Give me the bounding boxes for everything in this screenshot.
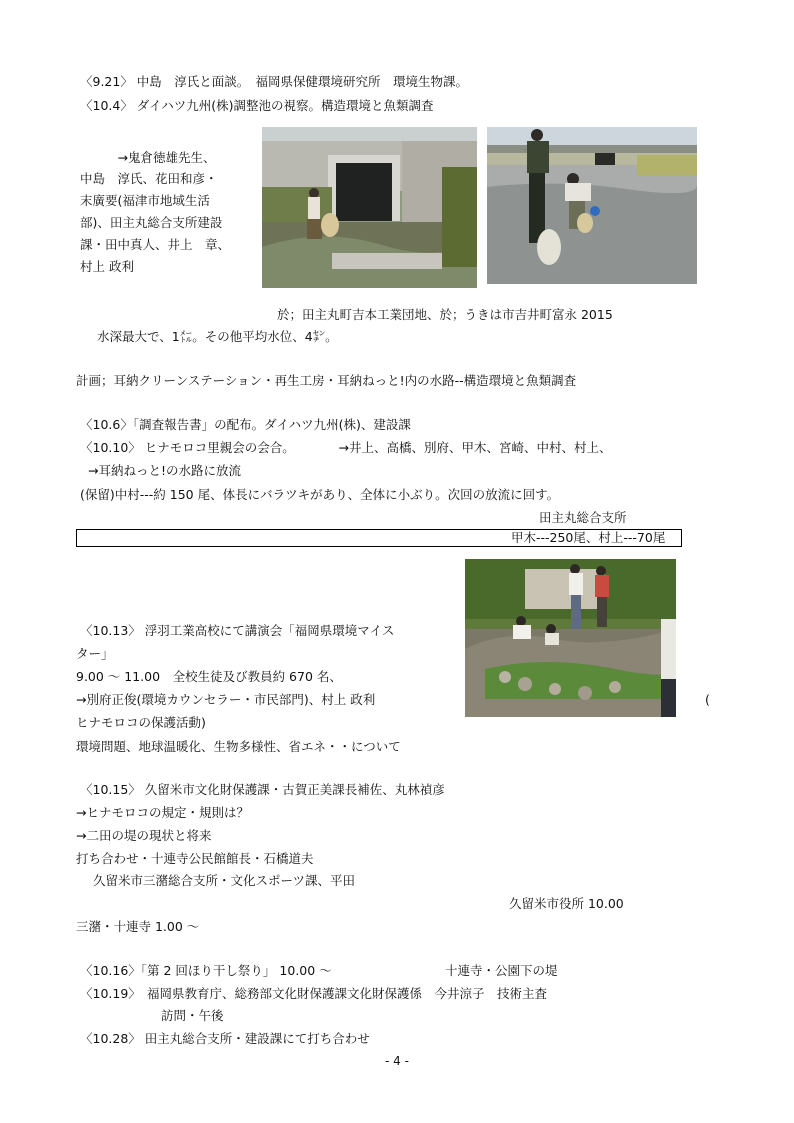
- outdoor-group-photo: [465, 559, 676, 717]
- entry-10-10: 〈10.10〉 ヒナモロコ里親会の会合。 →井上、高橋、別府、甲木、宮崎、中村、村上、: [80, 440, 612, 455]
- meeting-line-2: 久留米市三潴総合支所・文化スポーツ課、平田: [93, 873, 356, 888]
- location-line: 於；田主丸町吉本工業団地、於；うきは市吉井町富永 2015: [277, 307, 613, 322]
- boxed-count-text: 甲木---250尾、村上---70尾: [511, 530, 666, 545]
- depth-line: 水深最大で、1㍍。その他平均水位、4㌢。: [97, 329, 338, 344]
- pond-survey-photo: [487, 127, 697, 284]
- entry-10-16: 〈10.16〉「第 2 回ほり干し祭り」 10.00 ～: [80, 963, 332, 978]
- entry-9-21: 〈9.21〉 中島 淳氏と面談。 福岡県保健環境研究所 環境生物課。: [80, 74, 469, 89]
- participant-line: 末廣要(福津市地域生活: [80, 193, 210, 208]
- entry-10-15: 〈10.15〉 久留米市文化財保護課・古賀正美課長補佐、丸林禎彦: [80, 782, 445, 797]
- entry-10-6: 〈10.6〉「調査報告書」の配布。ダイハツ九州(株)、建設課: [80, 417, 411, 432]
- mizuma-line: 三潴・十連寺 1.00 ～: [76, 919, 200, 934]
- participant-line: →鬼倉徳雄先生、: [80, 150, 216, 165]
- participant-line: 村上 政利: [80, 259, 134, 274]
- release-line: →耳納ねっと!の水路に放流: [88, 463, 241, 478]
- time-line: 9.00 ～ 11.00 全校生徒及び教員約 670 名、: [76, 669, 342, 684]
- office-label: 田主丸総合支所: [539, 510, 627, 525]
- page-number: - 4 -: [385, 1054, 409, 1068]
- protect-line: ヒナモロコの保護活動): [76, 715, 206, 730]
- entry-10-19: 〈10.19〉 福岡県教育庁、総務部文化財保護課文化財保護係 今井涼子 技術主査: [80, 986, 548, 1001]
- entry-10-13-cont: ター」: [76, 646, 114, 661]
- visit-line: 訪問・午後: [161, 1008, 224, 1023]
- entry-10-4: 〈10.4〉 ダイハツ九州(株)調整池の視察。構造環境と魚類調査: [80, 98, 434, 113]
- lecturer-line: →別府正俊(環境カウンセラー・市民部門)、村上 政利: [76, 692, 376, 707]
- meeting-line-1: 打ち合わせ・十連寺公民館館長・石橋道夫: [76, 851, 314, 866]
- entry-10-28: 〈10.28〉 田主丸総合支所・建設課にて打ち合わせ: [80, 1031, 370, 1046]
- culvert-survey-photo: [262, 127, 477, 288]
- plan-line: 計画；耳納クリーンステーション・再生工房・耳納ねっと!内の水路--構造環境と魚類調査: [76, 373, 577, 388]
- question-future: →二田の堤の現状と将来: [76, 828, 212, 843]
- question-rules: →ヒナモロコの規定・規則は？: [76, 805, 249, 820]
- entry-10-16-place: 十連寺・公園下の堤: [445, 963, 558, 978]
- participant-line: 課・田中真人、井上 章、: [80, 237, 231, 252]
- entry-10-13: 〈10.13〉 浮羽工業高校にて講演会「福岡県環境マイス: [80, 623, 395, 638]
- open-paren: (: [705, 692, 710, 707]
- topics-line: 環境問題、地球温暖化、生物多様性、省エネ・・について: [76, 739, 401, 754]
- participant-line: 部)、田主丸総合支所建設: [80, 215, 223, 230]
- participant-line: 中島 淳氏、花田和彦・: [80, 171, 218, 186]
- hold-line: (保留)中村---約 150 尾、体長にバラツキがあり、全体に小ぶり。次回の放流に回す。: [80, 487, 560, 502]
- cityhall-line: 久留米市役所 10.00: [509, 896, 624, 911]
